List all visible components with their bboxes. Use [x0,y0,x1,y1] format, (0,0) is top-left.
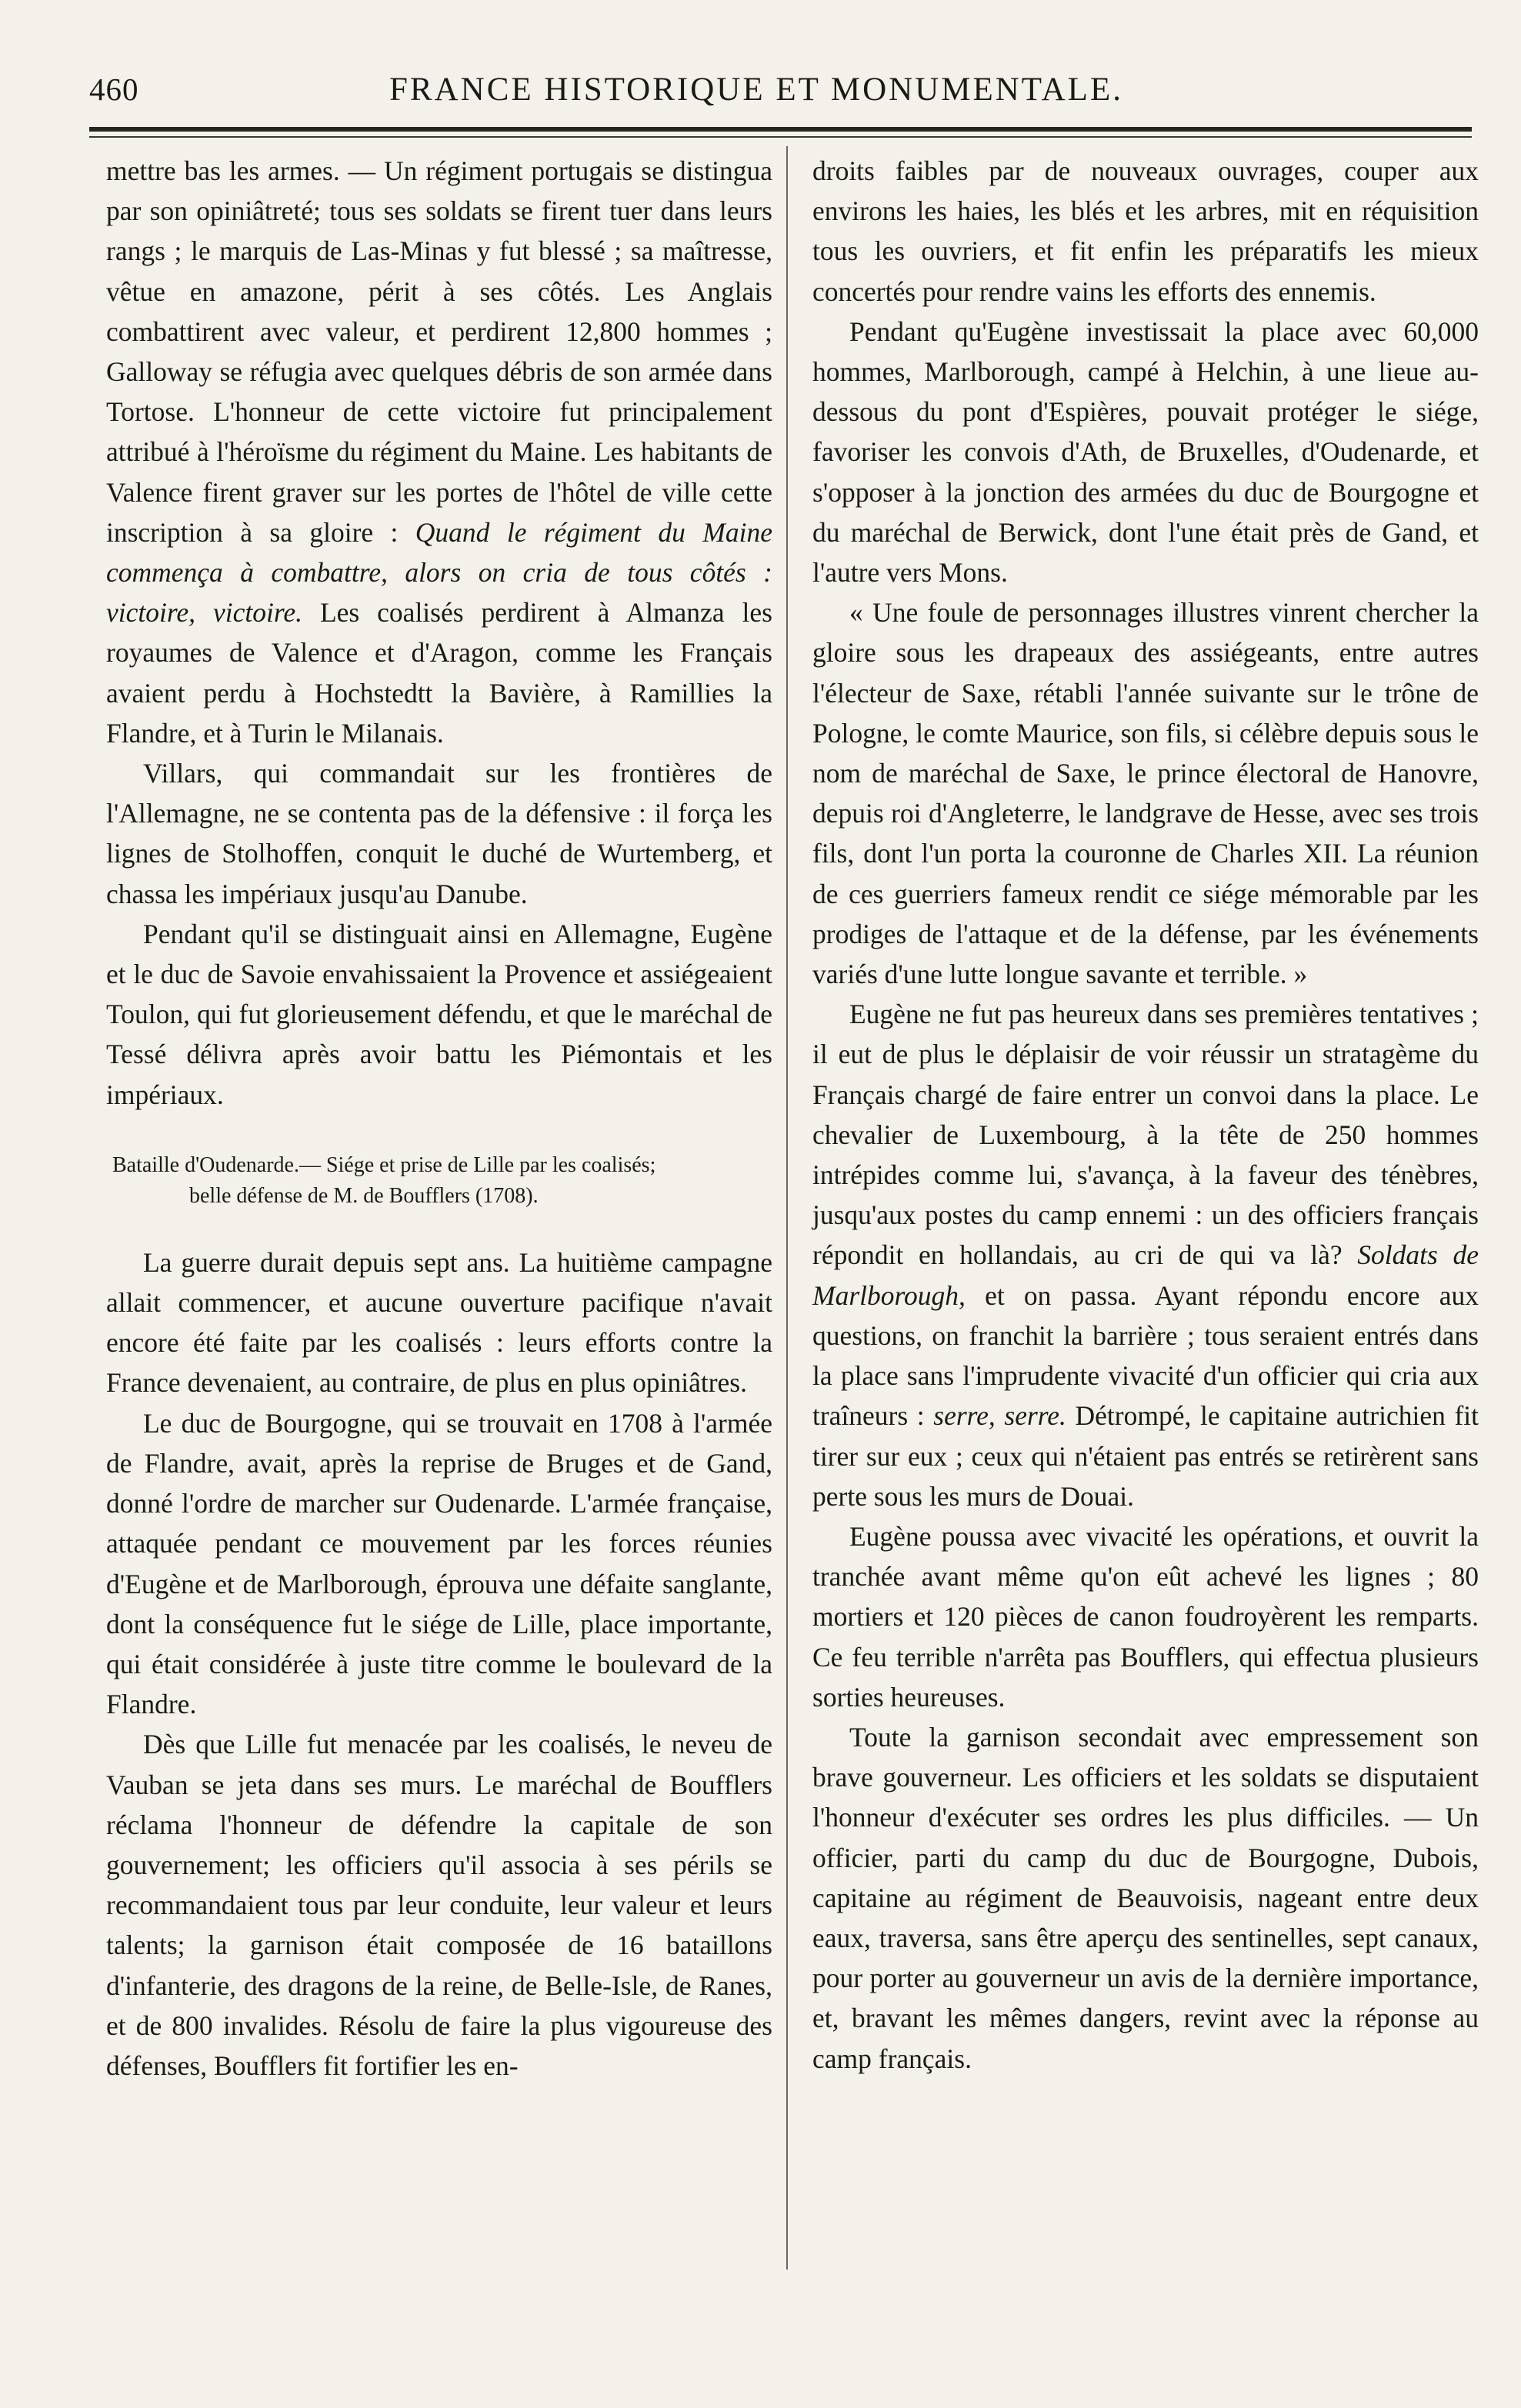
paragraph: Eugène poussa avec vivacité les opérations, et ouvrit la tranchée avant même qu'on eût achevé les lignes ; 80 mortiers et 120 pièces de canon foudroyèrent les remparts. Ce feu terrible n'arrêta pas Boufflers, qui effectua plusieurs sorties heureuses. [812,1520,1479,1713]
running-title: FRANCE HISTORIQUE ET MONUMENTALE. [389,72,1123,108]
paragraph: droits faibles par de nouveaux ouvrages, couper aux environs les haies, les blés et les arbres, mit en réquisition tous les ouvriers, et fit enfin les préparatifs les mieux concertés pour rendre vains les efforts des ennemis. [812,155,1479,307]
header-rule [89,127,1472,132]
paragraph: « Une foule de personnages illustres vinrent chercher la gloire sous les drapeaux des assiégeants, entre autres l'électeur de Saxe, rétabli l'année suivante sur le trône de Pologne, le comte Maurice, son fils, si célèbre depuis sous le nom de maréchal de Saxe, le prince électoral de Hanovre, depuis roi d'Angleterre, le landgrave de Hesse, avec ses trois fils, dont l'un porta la couronne de Charles XII. La réunion de ces guerriers fameux rendit ce siége mémorable par les prodiges de l'attaque et de la défense, par les événements variés d'une lutte longue savante et terrible. » [812,597,1479,990]
inscription-quote: Quand le régiment du Maine commença à combattre, alors on cria de tous côtés : victoire, victoire. [106,516,772,629]
paragraph: La guerre durait depuis sept ans. La huitième campagne allait commencer, et aucune ouverture pacifique n'avait encore été faite par les coalisés : leurs efforts contre la France devenaient, au contraire, de plus en plus opiniâtres. [106,1246,772,1399]
paragraph: Villars, qui commandait sur les frontières de l'Allemagne, ne se contenta pas de la défensive : il força les lignes de Stolhoffen, conquit le duché de Wurtemberg, et chassa les impériaux jusqu'au Danube. [106,758,772,909]
paragraph: Eugène ne fut pas heureux dans ses premières tentatives ; il eut de plus le déplaisir de voir réussir un stratagème du Français chargé de faire entrer un convoi dans la place. Le chevalier de Luxembourg, à la tête de 250 hommes intrépides comme lui, s'avança, à la faveur des ténèbres, jusqu'aux postes du camp ennemi : un des officiers français répondit en hollandais, au cri de qui va là? Soldats de Marlborough, et on passa. Ayant répondu encore aux questions, on franchit la barrière ; tous seraient entrés dans la place sans l'imprudente vivacité d'un officier qui cria aux traîneurs : serre, serre. Détrompé, le capitaine autrichien fit tirer sur eux ; ceux qui n'étaient pas entrés se retirèrent sans perte sous les murs de Douai. [812,999,1479,1512]
paragraph: Pendant qu'il se distinguait ainsi en Allemagne, Eugène et le duc de Savoie envahissaient la Provence et assiégeaient Toulon, qui fut glorieusement défendu, et que le maréchal de Tessé délivra après avoir battu les Piémontais et les impériaux. [106,918,772,1110]
header-rule-thin [89,136,1472,138]
paragraph: Toute la garnison secondait avec empressement son brave gouverneur. Les officiers et les soldats se disputaient l'honneur d'exécuter ses ordres les plus difficiles. — Un officier, parti du camp du duc de Bourgogne, Dubois, capitaine au régiment de Beauvoisis, nageant entre deux eaux, traversa, sans être aperçu des sentinelles, sept canaux, pour porter au gouverneur un avis de la dernière importance, et, bravant les mêmes dangers, revint avec la réponse au camp français. [812,1721,1479,2074]
page-number: 460 [89,72,139,107]
section-heading: Bataille d'Oudenarde.— Siége et prise de Lille par les coalisés; belle défense de M. de Boufflers (1708). [112,1152,656,1208]
paragraph: Dès que Lille fut menacée par les coalisés, le neveu de Vauban se jeta dans ses murs. Le maréchal de Boufflers réclama l'honneur de défendre la capitale de son gouvernement; les officiers qu'il associa à ses périls se recommandaient tous par leur conduite, leur valeur et leurs talents; la garnison était composée de 16 bataillons d'infanterie, des dragons de la reine, de Belle-Isle, de Ranes, et de 800 invalides. Résolu de faire la plus vigoureuse des défenses, Boufflers fit fortifier les en- [106,1729,772,2081]
officer-cry-quote: serre, serre. [933,1400,1066,1432]
paragraph: mettre bas les armes. — Un régiment portugais se distingua par son opiniâtreté; tous ses soldats se firent tuer dans leurs rangs ; le marquis de Las-Minas y fut blessé ; sa maîtresse, vêtue en amazone, périt à ses côtés. Les Anglais combattirent avec valeur, et perdirent 12,800 hommes ; Galloway se réfugia avec quelques débris de son armée dans Tortose. L'honneur de cette victoire fut principalement attribué à l'héroïsme du régiment du Maine. Les habitants de Valence firent graver sur les portes de l'hôtel de ville cette inscription à sa gloire : Quand le régiment du Maine commença à combattre, alors on cria de tous côtés : victoire, victoire. Les coalisés perdirent à Almanza les royaumes de Valence et d'Aragon, comme les Français avaient perdu à Hochstedtt la Bavière, à Ramillies la Flandre, et à Turin le Milanais. [106,155,772,749]
paragraph: Le duc de Bourgogne, qui se trouvait en 1708 à l'armée de Flandre, avait, après la reprise de Bruges et de Gand, donné l'ordre de marcher sur Oudenarde. L'armée française, attaquée pendant ce mouvement par les forces réunies d'Eugène et de Marlborough, éprouva une défaite sanglante, dont la conséquence fut le siége de Lille, place importante, qui était considérée à juste titre comme le boulevard de la Flandre. [106,1407,772,1720]
page-header [89,71,1474,117]
right-column [812,151,1479,2079]
password-quote: Soldats de Marlborough, [812,1239,1479,1311]
left-column [106,151,772,2086]
column-divider [786,146,788,2270]
paragraph: Pendant qu'Eugène investissait la place avec 60,000 hommes, Marlborough, campé à Helchin, à une lieue au-dessous du pont d'Espières, pouvait protéger le siége, favoriser les convois d'Ath, de Bruxelles, d'Oudenarde, et s'opposer à la jonction des armées du duc de Bourgogne et du maréchal de Berwick, dont l'une était près de Gand, et l'autre vers Mons. [812,315,1479,589]
